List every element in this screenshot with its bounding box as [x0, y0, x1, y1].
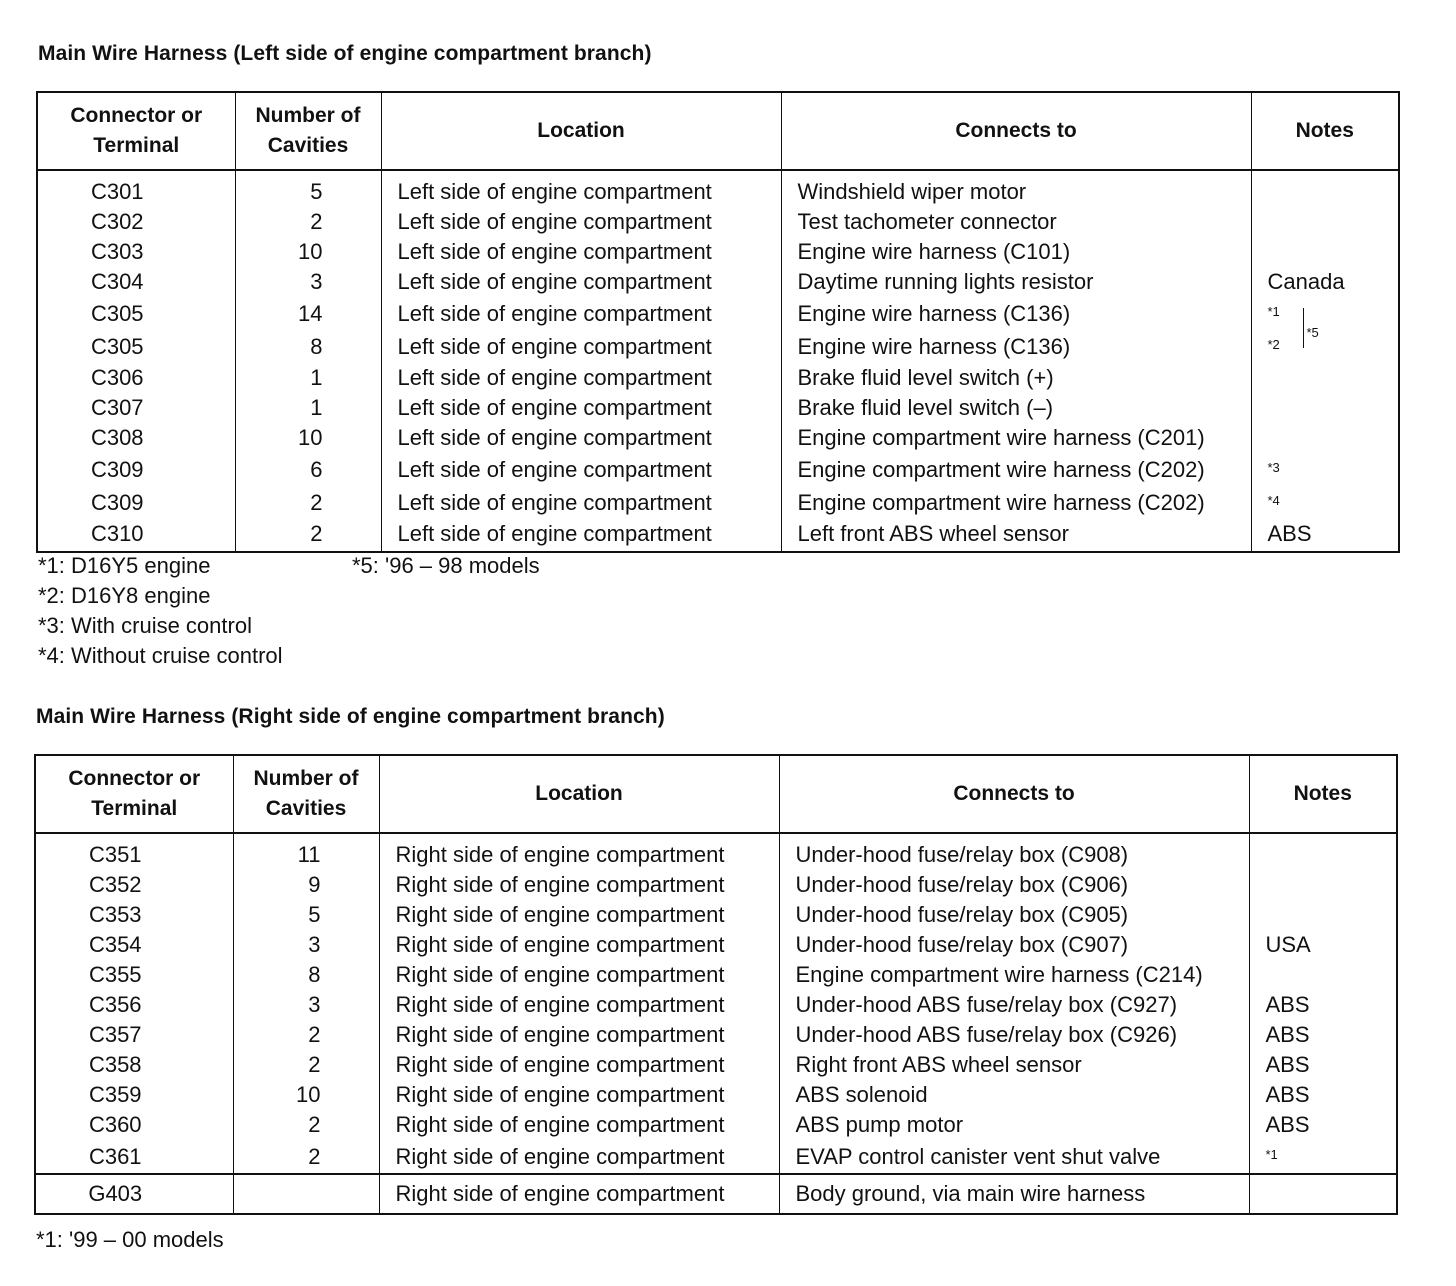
location-cell-text: Right side of engine compartment — [395, 902, 725, 927]
connects-cell — [781, 267, 1251, 297]
table-row — [37, 363, 1399, 393]
terminal-cell — [35, 930, 233, 960]
connects-cell-text: EVAP control canister vent shut valve — [795, 1143, 1161, 1169]
terminal-cell — [35, 870, 233, 900]
cavities-cell-text: 2 — [308, 1052, 321, 1077]
connects-cell-text: Brake fluid level switch (+) — [797, 365, 1054, 390]
terminal-cell — [37, 330, 235, 363]
connects-cell — [781, 363, 1251, 393]
terminal-cell-text: C303 — [90, 239, 144, 264]
location-cell — [379, 1140, 779, 1174]
terminal-cell-text: C361 — [88, 1143, 142, 1169]
terminal-cell — [35, 960, 233, 990]
table-row — [37, 453, 1399, 486]
terminal-cell-text: C354 — [88, 932, 142, 957]
location-cell-text: Left side of engine compartment — [397, 209, 712, 234]
notes-cell-text: ABS — [1265, 1022, 1310, 1047]
notes-cell — [1251, 207, 1399, 237]
cavities-cell-text: 2 — [308, 1143, 321, 1169]
terminal-cell-text: C310 — [90, 521, 144, 546]
terminal-cell — [37, 267, 235, 297]
notes-cell-text: *1 — [1267, 304, 1280, 319]
location-cell-text: Left side of engine compartment — [397, 269, 712, 294]
location-cell — [379, 870, 779, 900]
cavities-cell — [233, 1110, 379, 1140]
connects-cell — [781, 297, 1251, 330]
table-header-row — [37, 92, 1399, 170]
connects-cell-text: Test tachometer connector — [797, 209, 1057, 234]
terminal-cell — [35, 1110, 233, 1140]
notes-cell — [1251, 453, 1399, 486]
cavities-cell — [233, 1080, 379, 1110]
terminal-cell-text: C307 — [90, 395, 144, 420]
table-row — [35, 833, 1397, 870]
cavities-cell-text: 2 — [310, 209, 323, 234]
notes-cell-text: ABS — [1265, 1082, 1310, 1107]
connects-cell — [781, 453, 1251, 486]
table-row — [37, 423, 1399, 453]
cavities-cell-text: 11 — [297, 842, 321, 867]
cavities-cell-text: 2 — [308, 1112, 321, 1137]
cavities-cell — [235, 297, 381, 330]
notes-cell — [1251, 170, 1399, 207]
location-cell-text: Right side of engine compartment — [395, 1082, 725, 1107]
location-cell — [379, 960, 779, 990]
terminal-cell — [37, 453, 235, 486]
location-cell-text: Left side of engine compartment — [397, 179, 712, 204]
location-cell — [379, 1110, 779, 1140]
notes-cell-text: Canada — [1267, 269, 1345, 294]
col-header-connects: Connects to — [781, 92, 1251, 170]
notes-cell — [1251, 486, 1399, 519]
location-cell — [381, 207, 781, 237]
notes-cell — [1249, 870, 1397, 900]
location-cell-text: Left side of engine compartment — [397, 425, 712, 450]
table-row — [37, 486, 1399, 519]
connects-cell-text: Under-hood fuse/relay box (C908) — [795, 842, 1129, 867]
table-row — [37, 330, 1399, 363]
cavities-cell — [233, 960, 379, 990]
footnote: *1: '99 – 00 models — [36, 1227, 224, 1252]
notes-cell-text: ABS — [1265, 1112, 1310, 1137]
location-cell-text: Right side of engine compartment — [395, 872, 725, 897]
connects-cell-text: Under-hood fuse/relay box (C905) — [795, 902, 1129, 927]
location-cell — [381, 486, 781, 519]
terminal-cell-text: C308 — [90, 425, 144, 450]
table2-title: Main Wire Harness (Right side of engine compartment branch) — [36, 705, 665, 728]
cavities-cell — [233, 1020, 379, 1050]
col-header-cavities: Number of Cavities — [233, 755, 379, 833]
notes-cell-text: ABS — [1265, 992, 1310, 1017]
cavities-cell-text: 2 — [308, 1022, 321, 1047]
notes-cell-text: *1 — [1265, 1147, 1278, 1162]
connects-cell-text: Engine wire harness (C101) — [797, 239, 1071, 264]
location-cell-text: Right side of engine compartment — [395, 932, 725, 957]
terminal-cell — [37, 237, 235, 267]
cavities-cell — [233, 1050, 379, 1080]
connects-cell — [779, 1020, 1249, 1050]
table-row — [35, 960, 1397, 990]
cavities-cell — [235, 330, 381, 363]
cavities-cell — [235, 453, 381, 486]
connects-cell-text: Engine compartment wire harness (C202) — [797, 489, 1205, 515]
terminal-cell-text: C309 — [90, 456, 144, 482]
location-cell-text: Right side of engine compartment — [395, 1022, 725, 1047]
connects-cell — [781, 207, 1251, 237]
location-cell — [381, 267, 781, 297]
cavities-cell-text: 2 — [310, 521, 323, 546]
cavities-cell-text: 1 — [310, 365, 323, 390]
location-cell — [381, 519, 781, 552]
terminal-cell — [37, 519, 235, 552]
footnote: *2: D16Y8 engine — [38, 583, 211, 608]
location-cell — [379, 833, 779, 870]
notes-cell — [1249, 930, 1397, 960]
table-row — [35, 1110, 1397, 1140]
location-cell — [379, 1080, 779, 1110]
table-row — [37, 170, 1399, 207]
notes-cell — [1249, 1174, 1397, 1214]
notes-cell — [1249, 1080, 1397, 1110]
col-header-notes: Notes — [1249, 755, 1397, 833]
connects-cell — [779, 833, 1249, 870]
cavities-cell — [233, 833, 379, 870]
cavities-cell — [235, 393, 381, 423]
terminal-cell-text: C352 — [88, 872, 142, 897]
connects-cell — [781, 330, 1251, 363]
notes-cell — [1249, 833, 1397, 870]
terminal-cell — [37, 363, 235, 393]
col-header-location: Location — [379, 755, 779, 833]
terminal-cell-text: C301 — [90, 179, 144, 204]
location-cell — [381, 237, 781, 267]
notes-cell — [1249, 1020, 1397, 1050]
table-row — [37, 267, 1399, 297]
notes-cell — [1251, 237, 1399, 267]
cavities-cell — [235, 170, 381, 207]
connects-cell — [781, 423, 1251, 453]
terminal-cell-text: C358 — [88, 1052, 142, 1077]
connects-cell-text: Engine wire harness (C136) — [797, 333, 1071, 359]
location-cell — [379, 990, 779, 1020]
cavities-cell — [235, 207, 381, 237]
connects-cell-text: Engine compartment wire harness (C214) — [795, 962, 1203, 987]
location-cell — [379, 1020, 779, 1050]
connects-cell — [781, 393, 1251, 423]
col-header-connects: Connects to — [779, 755, 1249, 833]
location-cell — [381, 297, 781, 330]
location-cell — [381, 330, 781, 363]
table-row — [35, 1050, 1397, 1080]
terminal-cell — [35, 1050, 233, 1080]
location-cell-text: Left side of engine compartment — [397, 333, 712, 359]
col-header-terminal: Connector or Terminal — [35, 755, 233, 833]
notes-cell — [1251, 297, 1399, 330]
cavities-cell — [235, 237, 381, 267]
bracket-line — [1297, 308, 1304, 348]
connects-cell-text: Under-hood ABS fuse/relay box (C927) — [795, 992, 1178, 1017]
location-cell-text: Right side of engine compartment — [395, 1143, 725, 1169]
connects-cell — [779, 960, 1249, 990]
left-branch-table — [36, 91, 1400, 553]
terminal-cell — [35, 1140, 233, 1174]
notes-cell-text: ABS — [1267, 521, 1312, 546]
cavities-cell-text: 1 — [310, 395, 323, 420]
location-cell-text: Left side of engine compartment — [397, 239, 712, 264]
notes-cell — [1249, 1110, 1397, 1140]
terminal-cell-text: C357 — [88, 1022, 142, 1047]
connects-cell — [781, 486, 1251, 519]
location-cell — [381, 453, 781, 486]
col-header-terminal: Connector or Terminal — [37, 92, 235, 170]
notes-cell — [1249, 990, 1397, 1020]
terminal-cell — [35, 1020, 233, 1050]
connects-cell-text: Engine wire harness (C136) — [797, 300, 1071, 326]
table2-body — [35, 833, 1397, 1214]
terminal-cell-text: C309 — [90, 489, 144, 515]
connects-cell — [779, 900, 1249, 930]
cavities-cell — [233, 1140, 379, 1174]
table-row — [37, 519, 1399, 552]
footnote: *3: With cruise control — [38, 613, 252, 638]
terminal-cell — [35, 833, 233, 870]
footnote: *1: D16Y5 engine — [38, 553, 211, 578]
notes-cell — [1251, 325, 1399, 363]
connects-cell-text: Brake fluid level switch (–) — [797, 395, 1054, 420]
location-cell-text: Right side of engine compartment — [395, 962, 725, 987]
col-header-location: Location — [381, 92, 781, 170]
cavities-cell-text: 6 — [310, 456, 323, 482]
table-row — [35, 990, 1397, 1020]
cavities-cell — [233, 900, 379, 930]
notes-cell-text: *2 — [1267, 337, 1280, 352]
terminal-cell-text: C355 — [88, 962, 142, 987]
notes-cell — [1251, 393, 1399, 423]
location-cell-text: Left side of engine compartment — [397, 300, 712, 326]
connects-cell-text: Engine compartment wire harness (C201) — [797, 425, 1205, 450]
notes-cell — [1251, 363, 1399, 393]
notes-cell — [1249, 960, 1397, 990]
location-cell-text: Left side of engine compartment — [397, 395, 712, 420]
connects-cell-text: Left front ABS wheel sensor — [797, 521, 1069, 546]
terminal-cell — [37, 423, 235, 453]
connects-cell — [779, 1174, 1249, 1214]
cavities-cell — [235, 363, 381, 393]
cavities-cell-text: 3 — [308, 932, 321, 957]
cavities-cell-text: 3 — [310, 269, 323, 294]
location-cell — [379, 1050, 779, 1080]
table-row — [37, 237, 1399, 267]
terminal-cell — [37, 486, 235, 519]
table1-title: Main Wire Harness (Left side of engine compartment branch) — [38, 42, 652, 65]
location-cell-text: Right side of engine compartment — [395, 1181, 725, 1206]
connects-cell-text: Windshield wiper motor — [797, 179, 1027, 204]
terminal-cell-text: C356 — [88, 992, 142, 1017]
cavities-cell-text: 8 — [308, 962, 321, 987]
location-cell-text: Right side of engine compartment — [395, 1052, 725, 1077]
location-cell-text: Right side of engine compartment — [395, 1112, 725, 1137]
terminal-cell — [35, 900, 233, 930]
connects-cell — [779, 1110, 1249, 1140]
table1-body — [37, 170, 1399, 552]
bracket-note: *5 — [1306, 325, 1319, 340]
footnote: *5: '96 – 98 models — [352, 553, 540, 578]
table-row — [35, 930, 1397, 960]
cavities-cell-text: 10 — [298, 239, 323, 264]
table-row — [35, 1080, 1397, 1110]
terminal-cell — [37, 297, 235, 330]
cavities-cell-text: 10 — [298, 425, 323, 450]
notes-cell — [1249, 900, 1397, 930]
connects-cell-text: Under-hood fuse/relay box (C906) — [795, 872, 1129, 897]
terminal-cell — [35, 1080, 233, 1110]
terminal-cell — [35, 990, 233, 1020]
col-header-cavities: Number of Cavities — [235, 92, 381, 170]
notes-cell — [1249, 1050, 1397, 1080]
location-cell — [379, 900, 779, 930]
terminal-cell-text: C360 — [88, 1112, 142, 1137]
terminal-cell-text: C351 — [88, 842, 142, 867]
cavities-cell — [235, 519, 381, 552]
table-row — [35, 870, 1397, 900]
cavities-cell — [233, 990, 379, 1020]
connects-cell — [779, 930, 1249, 960]
right-branch-table — [34, 754, 1398, 1215]
cavities-cell-text: 8 — [310, 333, 323, 359]
cavities-cell-text: 10 — [296, 1082, 321, 1107]
cavities-cell-text: 5 — [308, 902, 321, 927]
connects-cell-text: Under-hood ABS fuse/relay box (C926) — [795, 1022, 1178, 1047]
connects-cell-text: Daytime running lights resistor — [797, 269, 1094, 294]
terminal-cell-text: G403 — [88, 1181, 143, 1206]
notes-cell-text: *3 — [1267, 460, 1280, 475]
table-row — [37, 297, 1399, 330]
terminal-cell-text: C302 — [90, 209, 144, 234]
cavities-cell — [235, 423, 381, 453]
connects-cell-text: ABS solenoid — [795, 1082, 928, 1107]
terminal-cell-text: C305 — [90, 333, 144, 359]
cavities-cell-text: 5 — [310, 179, 323, 204]
notes-cell-text: *4 — [1267, 493, 1280, 508]
connects-cell — [781, 170, 1251, 207]
connects-cell-text: Body ground, via main wire harness — [795, 1181, 1146, 1206]
table-row — [35, 900, 1397, 930]
location-cell — [379, 930, 779, 960]
terminal-cell-text: C353 — [88, 902, 142, 927]
table-row — [35, 1174, 1397, 1214]
terminal-cell — [37, 393, 235, 423]
notes-cell-text: USA — [1265, 932, 1311, 957]
notes-cell — [1251, 267, 1399, 297]
location-cell-text: Right side of engine compartment — [395, 842, 725, 867]
terminal-cell — [37, 170, 235, 207]
cavities-cell-text: 14 — [298, 300, 323, 326]
cavities-cell — [235, 486, 381, 519]
terminal-cell-text: C304 — [90, 269, 144, 294]
cavities-cell-text: 3 — [308, 992, 321, 1017]
cavities-cell-text: 2 — [310, 489, 323, 515]
location-cell-text: Left side of engine compartment — [397, 521, 712, 546]
location-cell-text: Right side of engine compartment — [395, 992, 725, 1017]
location-cell-text: Left side of engine compartment — [397, 489, 712, 515]
location-cell — [381, 363, 781, 393]
location-cell — [381, 423, 781, 453]
location-cell-text: Left side of engine compartment — [397, 365, 712, 390]
connects-cell — [781, 519, 1251, 552]
table-row — [37, 207, 1399, 237]
footnote: *4: Without cruise control — [38, 643, 283, 668]
cavities-cell — [233, 870, 379, 900]
connects-cell — [779, 990, 1249, 1020]
notes-cell — [1251, 519, 1399, 552]
connects-cell-text: Under-hood fuse/relay box (C907) — [795, 932, 1129, 957]
terminal-cell-text: C305 — [90, 300, 144, 326]
connects-cell-text: Engine compartment wire harness (C202) — [797, 456, 1205, 482]
location-cell-text: Left side of engine compartment — [397, 456, 712, 482]
notes-cell — [1249, 1140, 1397, 1174]
notes-cell-text: ABS — [1265, 1052, 1310, 1077]
table-row — [37, 393, 1399, 423]
terminal-cell — [35, 1174, 233, 1214]
connects-cell-text: Right front ABS wheel sensor — [795, 1052, 1082, 1077]
notes-cell — [1251, 423, 1399, 453]
col-header-notes: Notes — [1251, 92, 1399, 170]
connects-cell — [781, 237, 1251, 267]
table-header-row — [35, 755, 1397, 833]
cavities-cell — [235, 267, 381, 297]
terminal-cell-text: C306 — [90, 365, 144, 390]
table-row — [35, 1140, 1397, 1174]
cavities-cell-text: 9 — [308, 872, 321, 897]
location-cell — [379, 1174, 779, 1214]
cavities-cell — [233, 930, 379, 960]
connects-cell — [779, 870, 1249, 900]
cavities-cell — [233, 1174, 379, 1214]
connects-cell — [779, 1080, 1249, 1110]
terminal-cell-text: C359 — [88, 1082, 142, 1107]
connects-cell — [779, 1140, 1249, 1174]
terminal-cell — [37, 207, 235, 237]
connects-cell — [779, 1050, 1249, 1080]
location-cell — [381, 170, 781, 207]
table-row — [35, 1020, 1397, 1050]
location-cell — [381, 393, 781, 423]
connects-cell-text: ABS pump motor — [795, 1112, 964, 1137]
